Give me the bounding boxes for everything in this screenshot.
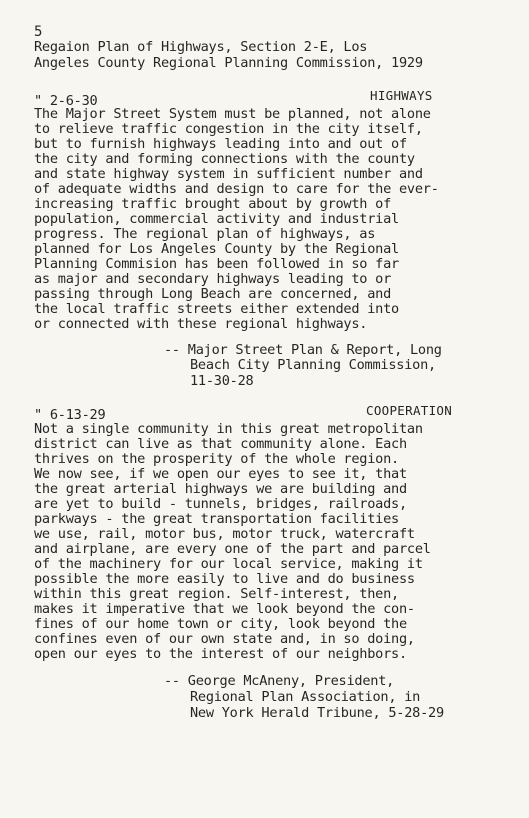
quote2-line: We now see, if we open our eyes to see it, that [34, 466, 407, 482]
quote1-line: or connected with these regional highways. [34, 316, 368, 332]
quote2-line: makes it imperative that we look beyond the con- [34, 601, 415, 617]
quote1-line: progress. The regional plan of highways, as [34, 226, 376, 242]
quote2-line: are yet to build - tunnels, bridges, railroads, [34, 496, 407, 512]
quote1-attribution: -- Major Street Plan & Report, Long [164, 342, 442, 358]
quote2-line: and airplane, are every one of the part and parcel [34, 541, 431, 557]
quote1-attribution: Beach City Planning Commission, [190, 357, 436, 373]
quote1-line: but to furnish highways leading into and out of [34, 136, 407, 152]
quote2-line: within this great region. Self-interest, then, [34, 586, 399, 602]
quote1-line: The Major Street System must be planned, not alone [34, 106, 431, 122]
quote2-line: the great arterial highways we are building and [34, 481, 407, 497]
quote1-attribution: 11-30-28 [190, 373, 254, 389]
quote2-line: confines even of our own state and, in so doing, [34, 631, 415, 647]
quote2-line: possible the more easily to live and do business [34, 571, 415, 587]
quote1-line: and state highway system in sufficient number and [34, 166, 423, 182]
quote1-line: population, commercial activity and industrial [34, 211, 399, 227]
quote1-line: of adequate widths and design to care for the ever- [34, 181, 439, 197]
quote2-line: district can live as that community alone. Each [34, 436, 407, 452]
quote2-attribution: -- George McAneny, President, [164, 673, 395, 689]
quote1-date: " 2-6-30 [34, 93, 98, 109]
quote2-attribution: New York Herald Tribune, 5-28-29 [190, 705, 444, 721]
quote1-line: passing through Long Beach are concerned, and [34, 286, 392, 302]
quote2-line: thrives on the prosperity of the whole region. [34, 451, 399, 467]
quote1-line: increasing traffic brought about by growth of [34, 196, 392, 212]
quote2-attribution: Regional Plan Association, in [190, 689, 421, 705]
source-line-1: Regaion Plan of Highways, Section 2-E, Los [34, 39, 368, 55]
quote2-heading: COOPERATION [366, 403, 453, 418]
quote1-line: to relieve traffic congestion in the city itself, [34, 121, 423, 137]
quote1-heading: HIGHWAYS [370, 88, 433, 103]
quote2-line: fines of our home town or city, look beyond the [34, 616, 407, 632]
quote1-line: the local traffic streets either extended into [34, 301, 399, 317]
quote1-line: planned for Los Angeles County by the Regional [34, 241, 399, 257]
quote2-line: parkways - the great transportation facilities [34, 511, 399, 527]
quote2-line: Not a single community in this great metropolitan [34, 421, 423, 437]
quote1-line: Planning Commision has been followed in so far [34, 256, 399, 272]
quote2-date: " 6-13-29 [34, 407, 106, 423]
quote1-line: as major and secondary highways leading to or [34, 271, 392, 287]
quote2-line: of the machinery for our local service, making it [34, 556, 423, 572]
quote2-line: open our eyes to the interest of our neighbors. [34, 646, 407, 662]
quote2-line: we use, rail, motor bus, motor truck, watercraft [34, 526, 415, 542]
quote1-line: the city and forming connections with the county [34, 151, 415, 167]
page-number: 5 [34, 24, 43, 40]
source-line-2: Angeles County Regional Planning Commission, 1929 [34, 55, 423, 71]
